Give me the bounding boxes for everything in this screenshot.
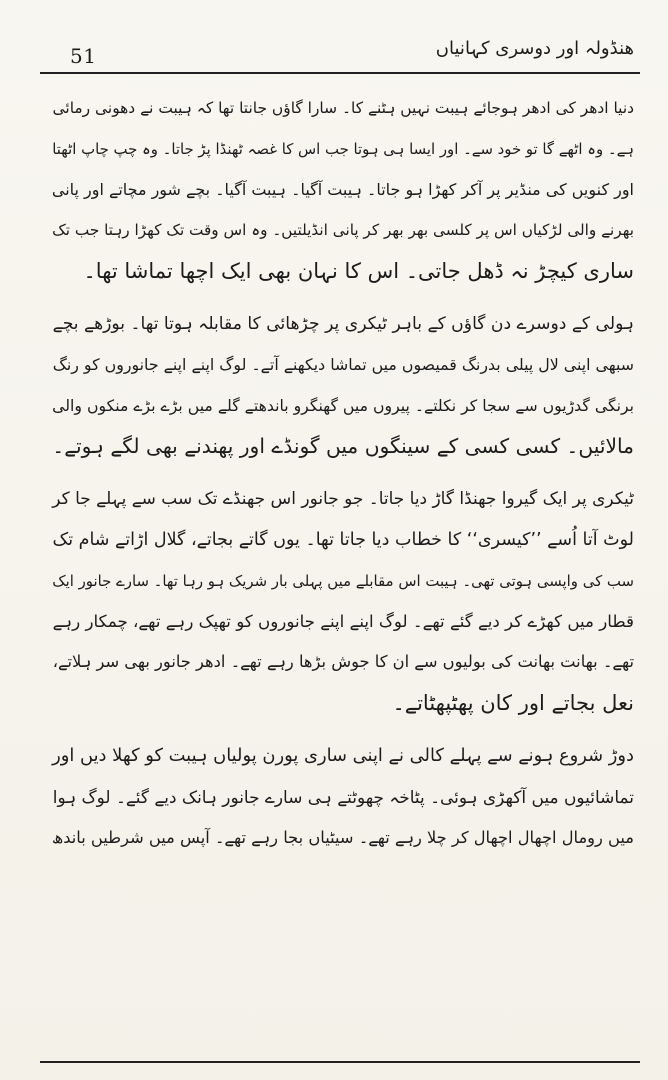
text-line: ٹیکری پر ایک گیروا جھنڈا گاڑ دیا جاتا۔ جو جانور اس جھنڈے تک سب سے پہلے جا کر (52, 489, 634, 510)
paragraph (46, 304, 634, 467)
text-line: نعل بجاتے اور کان پھٹپھٹاتے۔ (392, 691, 634, 716)
header-divider (40, 72, 640, 74)
paragraph (46, 479, 634, 724)
text-line: اور کنویں کی منڈیر پر آکر کھڑا ہو جاتا۔ ہیبت آگیا۔ ہیبت آگیا۔ بچے شور مچاتے اور پانی (51, 179, 634, 199)
text-line: تھے۔ بھانت بھانت کی بولیوں سے ان کا جوش بڑھا رہے تھے۔ ادھر جانور بھی سر ہلاتے، (52, 652, 634, 672)
text-line: لوٹ آتا اُسے ’’کیسری‘‘ کا خطاب دیا جاتا تھا۔ یوں گاتے بجاتے، گلال اڑاتے شام تک (52, 529, 634, 550)
text-line: مالائیں۔ کسی کسی کے سینگوں میں گونڈے اور پھندنے بھی لگے ہوتے۔ (52, 434, 634, 459)
page-header (40, 36, 640, 72)
text-line: میں رومال اچھال اچھال کر چلا رہے تھے۔ سیٹیاں بجا رہے تھے۔ آپس میں شرطیں باندھ (51, 827, 634, 847)
text-line: دوڑ شروع ہونے سے پہلے کالی نے اپنی ساری پورن پولیاں ہیبت کو کھلا دیں اور (52, 744, 634, 766)
text-line: ساری کیچڑ نہ ڈھل جاتی۔ اس کا نہان بھی ایک اچھا تماشا تھا۔ (83, 259, 634, 284)
text-line: برنگی گدڑیوں سے سجا کر نکلتے۔ پیروں میں گھنگرو باندھتے گلے میں بڑے بڑے منکوں والی (52, 395, 634, 415)
text-line: سب کی واپسی ہوتی تھی۔ ہیبت اس مقابلے میں پہلی بار شریک ہو رہا تھا۔ سارے جانور ایک (52, 571, 634, 590)
text-line: سبھی اپنی لال پیلی بدرنگ قمیصوں میں تماشا دیکھنے آتے۔ لوگ اپنے اپنے جانوروں کو رنگ (52, 354, 634, 374)
footer-divider (40, 1061, 640, 1063)
text-line: تماشائیوں میں آکھڑی ہوئی۔ پٹاخہ چھوٹتے ہی سارے جانور ہانک دیے گئے۔ لوگ ہوا (52, 786, 634, 807)
text-line: بھرنے والی لڑکیاں اس پر کلسی بھر بھر کر پانی انڈیلتیں۔ وہ اس وقت تک کھڑا رہتا جب تک (52, 221, 634, 240)
paragraph (46, 736, 634, 858)
page-number: 51 (70, 44, 97, 68)
text-line: دنیا ادھر کی ادھر ہوجائے ہیبت نہیں ہٹنے کا۔ سارا گاؤں جانتا تھا کہ ہیبت نے دھونی رمائی (52, 99, 634, 117)
text-line: قطار میں کھڑے کر دیے گئے تھے۔ لوگ اپنے اپنے جانوروں کو تھپک رہے تھے، چمکار رہے (52, 611, 634, 631)
text-line: ہے۔ وہ اٹھے گا تو خود سے۔ اور ایسا ہی ہوتا جب اس کا غصہ ٹھنڈا پڑ جاتا۔ وہ چپ چاپ اٹھتا (52, 139, 634, 158)
paragraph (46, 88, 634, 292)
body-text (46, 88, 634, 1038)
book-title: ھنڈولہ اور دوسری کہانیاں (435, 38, 634, 59)
text-line: ہولی کے دوسرے دن گاؤں کے باہر ٹیکری پر چڑھائی کا مقابلہ ہوتا تھا۔ بوڑھے بچے (52, 313, 634, 334)
